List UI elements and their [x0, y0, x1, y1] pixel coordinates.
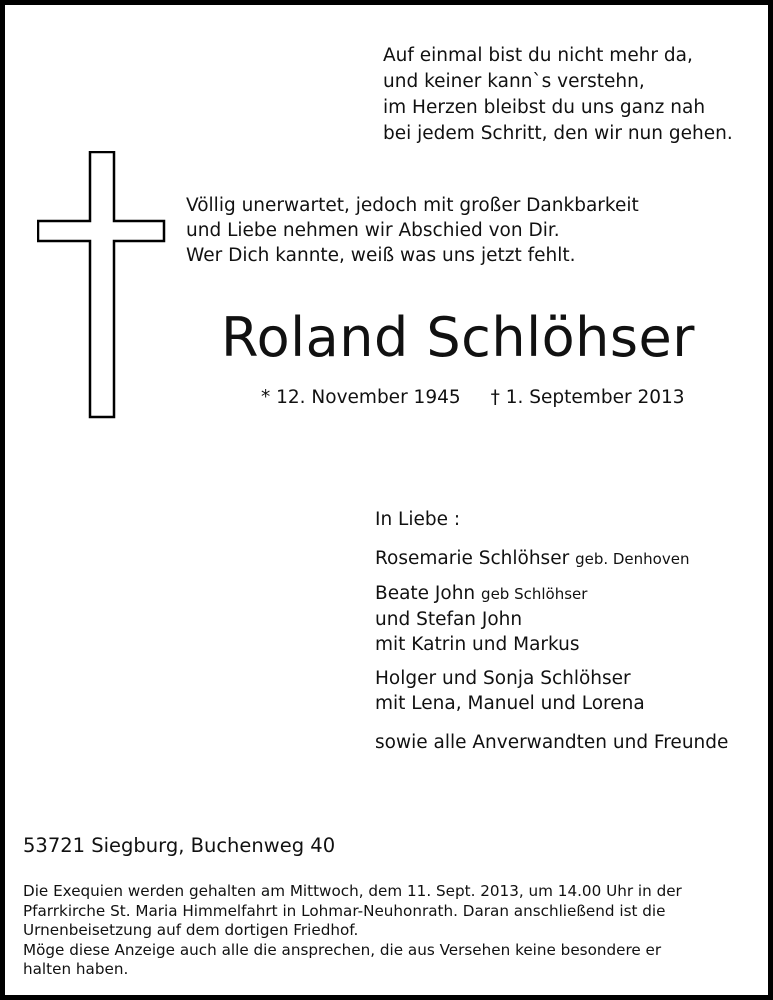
- notes-line: Möge diese Anzeige auch alle die ansprechen, die aus Versehen keine besondere er: [23, 940, 662, 959]
- poem: [383, 43, 733, 147]
- family-address: 53721 Siegburg, Buchenweg 40: [23, 834, 336, 857]
- poem-line: und keiner kann`s verstehn,: [383, 71, 645, 92]
- notes-line: halten haben.: [23, 960, 129, 978]
- mourner-name: Rosemarie Schlöhser: [375, 548, 570, 569]
- death-date: † 1. September 2013: [490, 387, 685, 408]
- mourner-line: und Stefan John: [375, 609, 523, 630]
- mourner-line: mit Lena, Manuel und Lorena: [375, 693, 645, 714]
- maiden-name-note: geb Schlöhser: [481, 585, 588, 603]
- poem-line: Auf einmal bist du nicht mehr da,: [383, 45, 693, 66]
- notes-line: Die Exequien werden gehalten am Mittwoch, dem 11. Sept. 2013, um 14.00 Uhr in der: [23, 882, 682, 900]
- mourners-heading: In Liebe :: [375, 509, 461, 530]
- mourner-group-son: [375, 666, 728, 716]
- birth-date: * 12. November 1945: [261, 387, 461, 408]
- mourner-line: Holger und Sonja Schlöhser: [375, 668, 631, 689]
- notes-line: Urnenbeisetzung auf dem dortigen Friedhof.: [23, 921, 359, 939]
- intro-line: Wer Dich kannte, weiß was uns jetzt fehlt.: [186, 245, 576, 266]
- maiden-name-note: geb. Denhoven: [575, 550, 690, 568]
- mourner-group-spouse: [375, 546, 728, 572]
- life-dates: [261, 387, 685, 408]
- intro-text: [186, 193, 639, 268]
- mourner-line: mit Katrin und Markus: [375, 634, 580, 655]
- intro-line: und Liebe nehmen wir Abschied von Dir.: [186, 220, 560, 241]
- funeral-notes: [23, 882, 763, 980]
- intro-line: Völlig unerwartet, jedoch mit großer Dankbarkeit: [186, 195, 639, 216]
- poem-line: bei jedem Schritt, den wir nun gehen.: [383, 123, 733, 144]
- poem-line: im Herzen bleibst du uns ganz nah: [383, 97, 706, 118]
- mourners-list: [375, 507, 728, 755]
- notes-line: Pfarrkirche St. Maria Himmelfahrt in Lohmar-Neuhonrath. Daran anschließend ist die: [23, 901, 666, 920]
- mourners-closing: sowie alle Anverwandten und Freunde: [375, 732, 729, 753]
- cross-icon: [37, 151, 167, 419]
- mourner-name: Beate John: [375, 583, 476, 604]
- deceased-name: Roland Schlöhser: [221, 306, 695, 369]
- mourner-group-daughter: [375, 581, 728, 657]
